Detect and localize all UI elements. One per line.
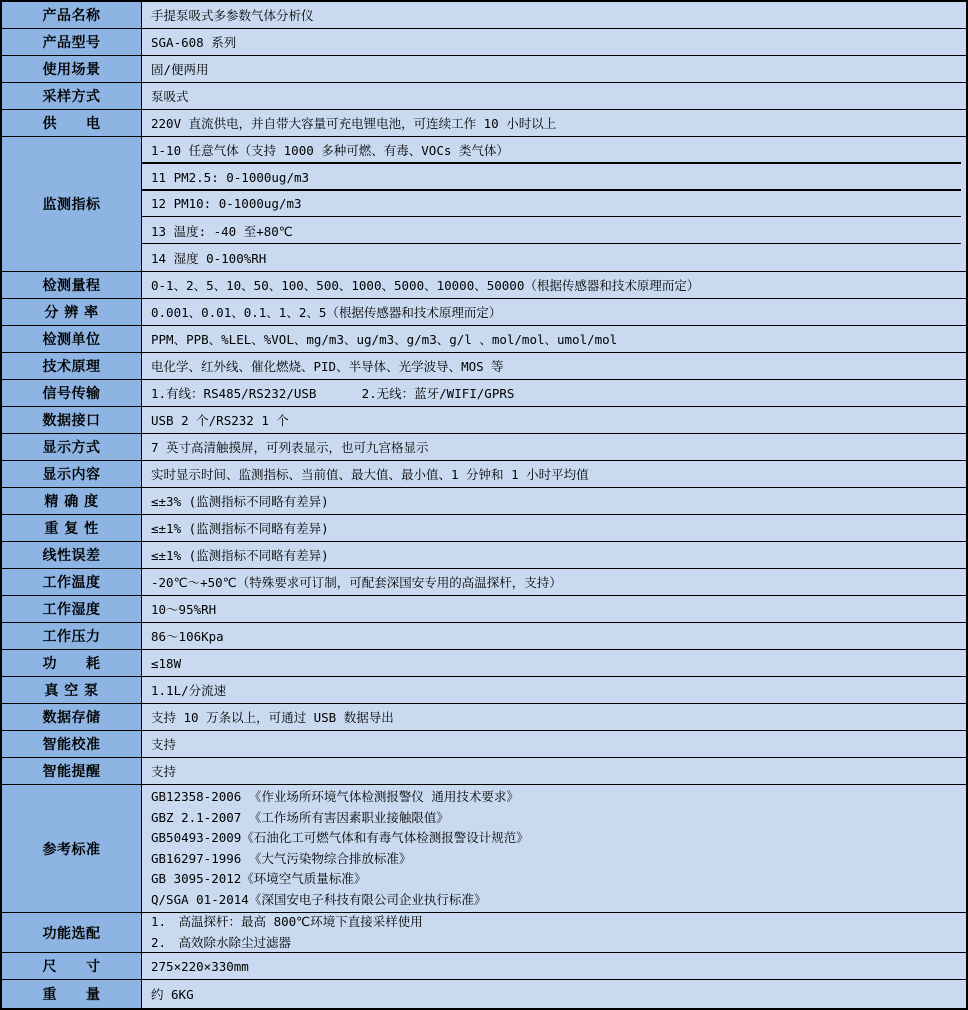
row-operating-humidity: [2, 596, 966, 623]
row-label: 工作湿度: [2, 596, 142, 622]
row-value: 1.1L/分流速: [151, 683, 227, 698]
row-value: ≤±3% (监测指标不同略有差异): [151, 494, 329, 509]
monitoring-indicator-item: 12 PM10: 0-1000ug/m3: [142, 191, 966, 218]
row-label: 产品名称: [2, 2, 142, 28]
row-value: 86～106Kpa: [151, 629, 224, 644]
reference-standard-item: GB50493-2009《石油化工可燃气体和有毒气体检测报警设计规范》: [151, 830, 529, 845]
row-value: 220V 直流供电，并自带大容量可充电锂电池，可连续工作 10 小时以上: [151, 116, 557, 131]
row-power-supply: [2, 110, 966, 137]
row-label: 智能校准: [2, 731, 142, 757]
row-value: 固/便两用: [151, 62, 209, 77]
monitoring-indicator-item: 1-10 任意气体（支持 1000 多种可燃、有毒、VOCs 类气体）: [142, 137, 966, 164]
monitoring-indicator-item: 11 PM2.5: 0-1000ug/m3: [142, 164, 966, 191]
row-label: 采样方式: [2, 83, 142, 109]
row-label: 技术原理: [2, 353, 142, 379]
row-value: 0-1、2、5、10、50、100、500、1000、5000、10000、50000（根据传感器和技术原理而定）: [151, 278, 700, 293]
row-label: 参考标准: [2, 785, 142, 912]
reference-standard-item: GBZ 2.1-2007 《工作场所有害因素职业接触限值》: [151, 809, 449, 825]
reference-standard-item: GB 3095-2012《环境空气质量标准》: [151, 871, 367, 886]
row-label: 检测单位: [2, 326, 142, 352]
row-label: 显示方式: [2, 434, 142, 460]
row-detection-units: [2, 326, 966, 353]
row-label: 检测量程: [2, 272, 142, 298]
row-value: -20℃～+50℃（特殊要求可订制，可配套深国安专用的高温探杆，支持）: [151, 575, 562, 590]
row-value: USB 2 个/RS232 1 个: [151, 413, 289, 428]
row-operating-pressure: [2, 623, 966, 650]
row-weight: [2, 980, 966, 1008]
reference-standard-list: [142, 785, 966, 912]
row-value: 0.001、0.01、0.1、1、2、5（根据传感器和技术原理而定）: [151, 305, 502, 320]
row-display-mode: [2, 434, 966, 461]
row-value: 支持: [151, 764, 177, 779]
row-value: 1.有线：RS485/RS232/USB 2.无线：蓝牙/WIFI/GPRS: [151, 386, 515, 401]
monitoring-indicator-item: 14 湿度 0-100%RH: [151, 250, 267, 266]
row-value: 实时显示时间、监测指标、当前值、最大值、最小值、1 分钟和 1 小时平均值: [151, 467, 589, 482]
row-label: 重 复 性: [2, 515, 142, 541]
row-value: ≤±1% (监测指标不同略有差异): [151, 521, 329, 536]
row-value: PPM、PPB、%LEL、%VOL、mg/m3、ug/m3、g/m3、g/l 、mol/mol、umol/mol: [151, 332, 618, 347]
row-value: SGA-608 系列: [151, 35, 237, 50]
row-label: 产品型号: [2, 29, 142, 55]
row-technical-principle: [2, 353, 966, 380]
row-accuracy: [2, 488, 966, 515]
row-resolution: [2, 299, 966, 326]
row-product-model: [2, 29, 966, 56]
row-operating-temperature: [2, 569, 966, 596]
row-data-storage: [2, 704, 966, 731]
row-label: 监测指标: [2, 137, 142, 271]
row-value: 支持 10 万条以上，可通过 USB 数据导出: [151, 710, 394, 725]
row-power-consumption: [2, 650, 966, 677]
row-optional-features: [2, 913, 966, 953]
row-label: 数据接口: [2, 407, 142, 433]
row-smart-reminder: [2, 758, 966, 785]
row-reference-standards: [2, 785, 966, 913]
row-usage-scenario: [2, 56, 966, 83]
row-label: 分 辨 率: [2, 299, 142, 325]
row-label: 供 电: [2, 110, 142, 136]
row-label: 智能提醒: [2, 758, 142, 784]
row-product-name: [2, 2, 966, 29]
row-value: ≤±1% (监测指标不同略有差异): [151, 548, 329, 563]
row-value: 10～95%RH: [151, 602, 217, 617]
row-label: 信号传输: [2, 380, 142, 406]
row-label: 精 确 度: [2, 488, 142, 514]
monitoring-indicator-list: [142, 137, 966, 271]
reference-standard-item: GB16297-1996 《大气污染物综合排放标准》: [151, 850, 412, 866]
row-label: 功能选配: [2, 913, 142, 952]
row-sampling-method: [2, 83, 966, 110]
row-value: 泵吸式: [151, 89, 189, 104]
row-display-content: [2, 461, 966, 488]
row-label: 使用场景: [2, 56, 142, 82]
row-label: 工作温度: [2, 569, 142, 595]
row-data-interface: [2, 407, 966, 434]
row-label: 重 量: [2, 980, 142, 1008]
monitoring-indicator-item: 13 温度: -40 至+80℃: [142, 217, 966, 244]
row-label: 显示内容: [2, 461, 142, 487]
row-repeatability: [2, 515, 966, 542]
row-value: 手提泵吸式多参数气体分析仪: [151, 8, 314, 23]
row-vacuum-pump: [2, 677, 966, 704]
row-value: 约 6KG: [151, 987, 194, 1002]
row-label: 尺 寸: [2, 953, 142, 979]
row-smart-calibration: [2, 731, 966, 758]
row-value: 275×220×330mm: [151, 958, 249, 974]
row-label: 真 空 泵: [2, 677, 142, 703]
row-label: 数据存储: [2, 704, 142, 730]
optional-feature-list: [142, 913, 966, 952]
row-dimensions: [2, 953, 966, 980]
row-value: 电化学、红外线、催化燃烧、PID、半导体、光学波导、MOS 等: [151, 359, 504, 374]
row-label: 功 耗: [2, 650, 142, 676]
row-detection-range: [2, 272, 966, 299]
row-value: 7 英寸高清触摸屏，可列表显示，也可九宫格显示: [151, 440, 429, 455]
row-signal-transmission: [2, 380, 966, 407]
row-label: 线性误差: [2, 542, 142, 568]
reference-standard-item: Q/SGA 01-2014《深国安电子科技有限公司企业执行标准》: [151, 891, 487, 907]
optional-feature-item: 2. 高效除水除尘过滤器: [151, 934, 292, 950]
row-value: 支持: [151, 737, 177, 752]
row-label: 工作压力: [2, 623, 142, 649]
row-monitoring-indicators: [2, 137, 966, 272]
optional-feature-item: 1. 高温探杆：最高 800℃环境下直接采样使用: [151, 914, 423, 929]
reference-standard-item: GB12358-2006 《作业场所环境气体检测报警仪 通用技术要求》: [151, 789, 519, 804]
row-value: ≤18W: [151, 655, 182, 671]
row-linearity-error: [2, 542, 966, 569]
